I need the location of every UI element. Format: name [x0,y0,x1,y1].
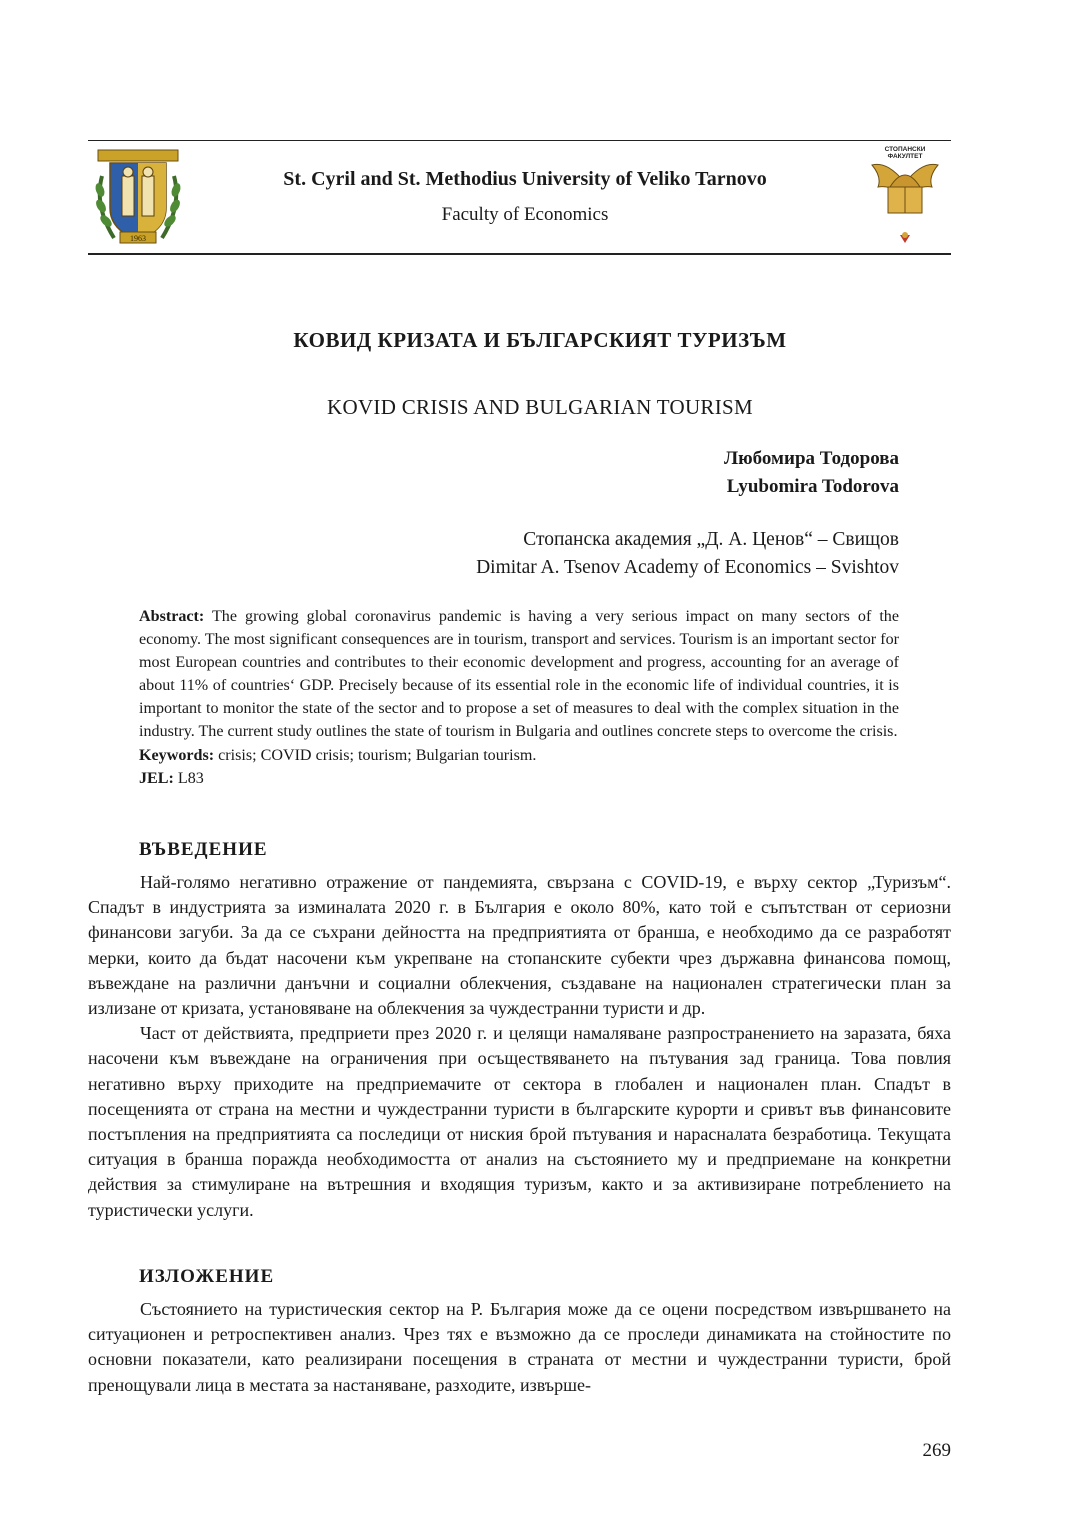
paper-title-bulgarian: КОВИД КРИЗАТА И БЪЛГАРСКИЯТ ТУРИЗЪМ [293,328,787,352]
abstract-text: The growing global coronavirus pandemic is having a very serious impact on many sectors of the economy. The most significant consequences are in tourism, transport and services. Tourism is an important sector for most European countries and contributes to their economic development and progress, accounting for an average of about 11% of countries‘ GDP. Precisely because of its essential role in the economic life of individual countries, it is important to monitor the state of the sector and to propose a set of measures to deal with the complex situation in the industry. The current study outlines the state of tourism in Bulgaria and outlines concrete steps to overcome the crisis. [139,608,899,741]
header-bottom-rule [88,253,951,255]
keywords-label: Keywords: [139,746,215,764]
section-heading-exposition: ИЗЛОЖЕНИЕ [139,1266,275,1287]
introduction-body [88,870,951,1223]
header-top-rule [88,140,951,141]
section-heading-introduction: ВЪВЕДЕНИЕ [139,839,268,860]
paper-title-english: KOVID CRISIS AND BULGARIAN TOURISM [327,395,753,419]
abstract-label: Abstract: [139,608,205,625]
jel-label: JEL: [139,769,174,787]
abstract-block [139,605,899,790]
keywords-line [139,744,899,767]
university-crest-logo [92,146,184,248]
crest-year: 1963 [130,234,146,243]
faculty-economics-emblem [868,143,942,249]
abstract-paragraph [139,605,899,744]
faculty-name: Faculty of Economics [441,204,609,225]
exposition-body [88,1297,951,1398]
page-number: 269 [922,1440,951,1461]
author-name-bulgarian: Любомира Тодорова [723,448,899,469]
emblem-text-line1: СТОПАНСКИ [884,146,926,153]
introduction-paragraph-2: Част от действията, предприети през 2020 г. и целящи намаляване разпространението на заразата, бяха насочени към въвеждане на ограничения при осъществяването на пътувания зад граница. Това повлия негативно върху приходите на предприемачите от сектора в глобален и национален план. Спадът в посещенията от страна на местни и чуждестранни туристи в българските курорти и сривът във финансовите постъпления на предприятията са последици от ниския брой пътувания и нарасналата безработица. Текущата ситуация в бранша поражда необходимостта от анализ на състоянието му и предприемане на конкретни действия за стимулиране на вътрешния и входящия туризъм, както и за активизиране потреблението на туристически услуги. [88,1023,951,1220]
university-name: St. Cyril and St. Methodius University of Veliko Tarnovo [283,168,767,190]
exposition-paragraph-1: Състоянието на туристическия сектор на Р. България може да се оцени посредством извършването на ситуационен и ретроспективен анализ. Чрез тях е възможно да се проследи динамиката на стойностите по основни показатели, като реализирани посещения в страната от местни и чуждестранни туристи, брой пренощували лица в местата за настаняване, разходите, извърше- [88,1299,951,1395]
introduction-paragraph-1: Най-голямо негативно отражение от пандемията, свързана с COVID-19, е върху сектор „Туризъм“. Спадът в индустрията за изминалата 2020 г. в България е около 80%, като той е съпътстван от сериозни финансови загуби. За да се съхрани дейността на предприятията от бранша, е необходимо да се разработят мерки, които да бъдат насочени към укрепване на стопанските субекти чрез държавна финансова помощ, въвеждане на различни данъчни и социални облекчения, създаване на национален стратегически план за излизане от кризата, установяване на облекчения за чуждестранни туристи и др. [88,872,951,1019]
jel-line [139,767,899,790]
affiliation-bulgarian: Стопанска академия „Д. А. Ценов“ – Свищов [523,529,899,550]
keywords-text: crisis; COVID crisis; tourism; Bulgarian tourism. [214,746,537,764]
author-name-english: Lyubomira Todorova [726,476,899,497]
affiliation-english: Dimitar A. Tsenov Academy of Economics – Svishtov [476,557,899,578]
emblem-text-line2: ФАКУЛТЕТ [887,153,923,160]
jel-text: L83 [173,769,204,787]
